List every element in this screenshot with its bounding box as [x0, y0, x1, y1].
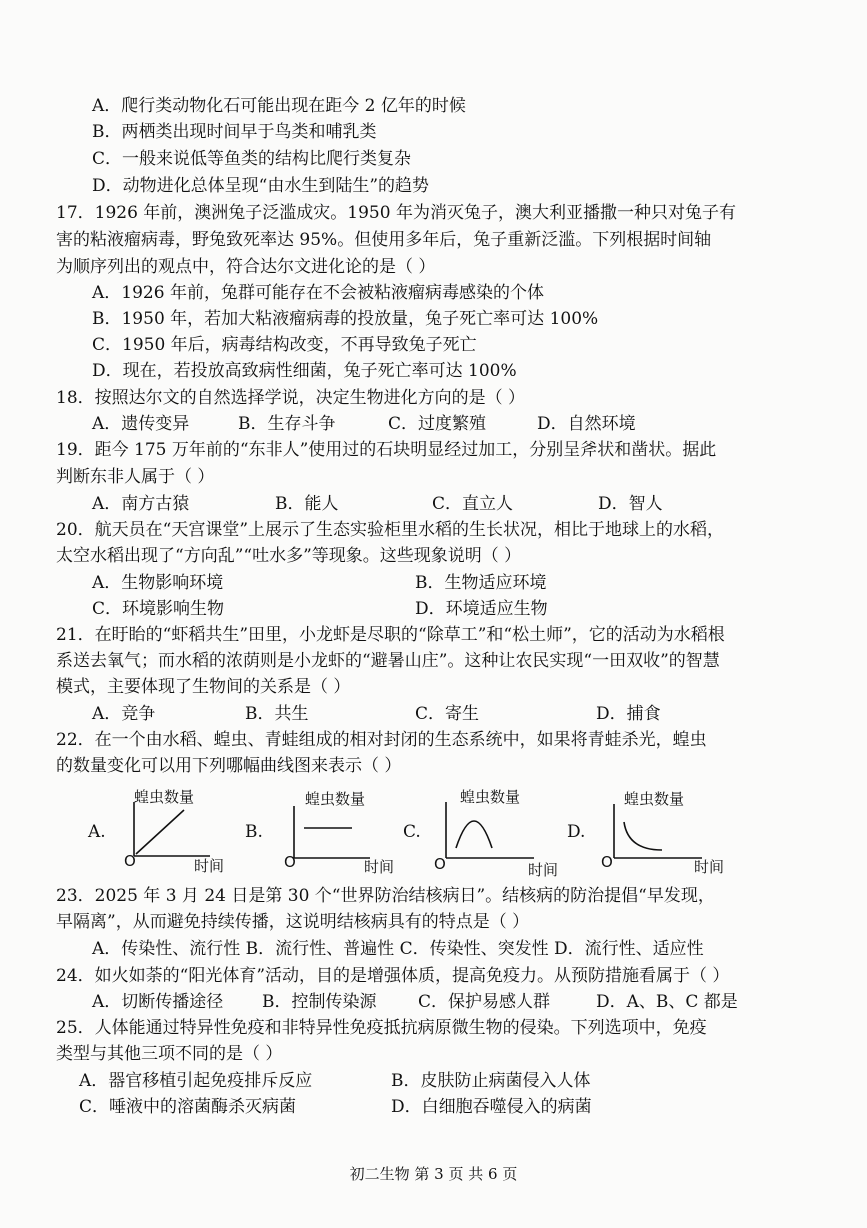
hump-curve: [456, 821, 492, 848]
q23-stem-line1: 23．2025 年 3 月 24 日是第 30 个“世界防治结核病日”。结核病的防治提倡“早发现，: [56, 886, 715, 906]
q21-option-c: C．寄生: [415, 704, 480, 724]
q17-option-b: B．1950 年，若加大粘液瘤病毒的投放量，兔子死亡率可达 100%: [92, 309, 599, 329]
graph-d-ylabel: 蝗虫数量: [624, 790, 685, 808]
q19-option-b: B．能人: [275, 494, 339, 514]
graph-d-plot: [612, 802, 704, 862]
graph-b-xlabel: 时间: [364, 858, 395, 876]
q25-option-c: C．唾液中的溶菌酶杀灭病菌: [79, 1097, 297, 1117]
page-footer: 初二生物 第 3 页 共 6 页: [349, 1165, 518, 1183]
q17-option-d: D．现在，若投放高致病性细菌，兔子死亡率可达 100%: [92, 361, 517, 381]
graph-b-plot: [292, 804, 372, 860]
q21-option-b: B．共生: [245, 704, 309, 724]
q24-option-a: A．切断传播途径: [92, 992, 224, 1012]
graph-a-origin: O: [124, 852, 136, 870]
q17-stem-line2: 害的粘液瘤病毒，野兔致死率达 95%。但使用多年后，兔子重新泛滥。下列根据时间轴: [56, 230, 712, 250]
q24-option-c: C．保护易感人群: [418, 992, 551, 1012]
q25-stem-line1: 25．人体能通过特异性免疫和非特异性免疫抵抗病原微生物的侵染。下列选项中，免疫: [56, 1018, 707, 1038]
graph-d-letter: D.: [567, 822, 586, 842]
q20-option-b: B．生物适应环境: [415, 573, 547, 593]
graph-c-origin: O: [434, 855, 446, 873]
q18-option-d: D．自然环境: [537, 414, 636, 434]
q16-option-c: C．一般来说低等鱼类的结构比爬行类复杂: [92, 149, 412, 169]
q22-stem-line1: 22．在一个由水稻、蝗虫、青蛙组成的相对封闭的生态系统中，如果将青蛙杀光，蝗虫: [56, 730, 707, 750]
q16-option-d: D．动物进化总体呈现“由水生到陆生”的趋势: [92, 176, 430, 196]
q19-stem-line2: 判断东非人属于（ ）: [56, 467, 215, 487]
q17-option-c: C．1950 年后，病毒结构改变，不再导致兔子死亡: [92, 335, 477, 355]
graph-c-plot: [444, 800, 536, 862]
graph-a-plot: [132, 800, 212, 858]
q24-option-d: D．A、B、C 都是: [596, 992, 738, 1012]
q17-stem-line3: 为顺序列出的观点中，符合达尔文进化论的是（ ）: [56, 257, 436, 277]
q25-option-a: A．器官移植引起免疫排斥反应: [79, 1071, 313, 1091]
q17-option-a: A．1926 年前，兔群可能存在不会被粘液瘤病毒感染的个体: [92, 283, 544, 303]
q19-option-d: D．智人: [598, 494, 663, 514]
graph-d-origin: O: [601, 853, 613, 871]
graph-d-xlabel: 时间: [694, 858, 725, 876]
graph-c-ylabel: 蝗虫数量: [460, 788, 521, 806]
graph-b-letter: B.: [245, 822, 263, 842]
graph-b-ylabel: 蝗虫数量: [305, 790, 366, 808]
decay-curve: [624, 822, 662, 850]
graph-a-xlabel: 时间: [194, 857, 225, 875]
graph-c-letter: C.: [403, 822, 421, 842]
q21-option-d: D．捕食: [596, 704, 661, 724]
q22-stem-line2: 的数量变化可以用下列哪幅曲线图来表示（ ）: [56, 756, 402, 776]
q20-option-c: C．环境影响生物: [92, 599, 225, 619]
graph-b-origin: O: [284, 853, 296, 871]
q21-stem-line2: 系送去氧气；而水稻的浓荫则是小龙虾的“避暑山庄”。这种让农民实现“一田双收”的智慧: [56, 651, 720, 671]
graph-a-letter: A.: [88, 822, 106, 842]
q23-stem-line2: 早隔离”，从而避免持续传播，这说明结核病具有的特点是（ ）: [56, 912, 530, 932]
q20-option-a: A．生物影响环境: [92, 573, 224, 593]
q25-option-d: D．白细胞吞噬侵入的病菌: [391, 1097, 592, 1117]
q18-stem: 18．按照达尔文的自然选择学说，决定生物进化方向的是（ ）: [56, 388, 526, 408]
q20-option-d: D．环境适应生物: [415, 599, 548, 619]
q24-option-b: B．控制传染源: [262, 992, 377, 1012]
q18-option-c: C．过度繁殖: [388, 414, 487, 434]
q19-option-c: C．直立人: [432, 494, 514, 514]
q21-option-a: A．竞争: [92, 704, 156, 724]
rising-line-curve: [136, 810, 184, 854]
q19-stem-line1: 19．距今 175 万年前的“东非人”使用过的石块明显经过加工，分别呈斧状和凿状。据此: [56, 440, 717, 460]
q23-options: A．传染性、流行性 B．流行性、普遍性 C．传染性、突发性 D．流行性、适应性: [92, 939, 704, 959]
q17-stem-line1: 17．1926 年前，澳洲兔子泛滥成灾。1950 年为消灭兔子，澳大利亚播撒一种只对兔子有: [56, 203, 736, 223]
graph-a-ylabel: 蝗虫数量: [134, 788, 195, 806]
q18-option-b: B．生存斗争: [238, 414, 336, 434]
q20-stem-line1: 20．航天员在“天宫课堂”上展示了生态实验柜里水稻的生长状况，相比于地球上的水稻，: [56, 520, 725, 540]
q21-stem-line3: 模式，主要体现了生物间的关系是（ ）: [56, 677, 351, 697]
q16-option-b: B．两栖类出现时间早于鸟类和哺乳类: [92, 122, 377, 142]
q16-option-a: A．爬行类动物化石可能出现在距今 2 亿年的时候: [92, 96, 466, 116]
q25-option-b: B．皮肤防止病菌侵入人体: [391, 1071, 591, 1091]
graph-c-xlabel: 时间: [528, 861, 559, 879]
q21-stem-line1: 21．在盱眙的“虾稻共生”田里，小龙虾是尽职的“除草工”和“松土师”，它的活动为水稻根: [56, 625, 725, 645]
q19-option-a: A．南方古猿: [92, 494, 190, 514]
q20-stem-line2: 太空水稻出现了“方向乱”“吐水多”等现象。这些现象说明（ ）: [56, 546, 522, 566]
q18-option-a: A．遗传变异: [92, 414, 190, 434]
q25-stem-line2: 类型与其他三项不同的是（ ）: [56, 1044, 283, 1064]
q24-stem: 24．如火如荼的“阳光体育”活动，目的是增强体质，提高免疫力。从预防措施看属于（ ）: [56, 966, 730, 986]
